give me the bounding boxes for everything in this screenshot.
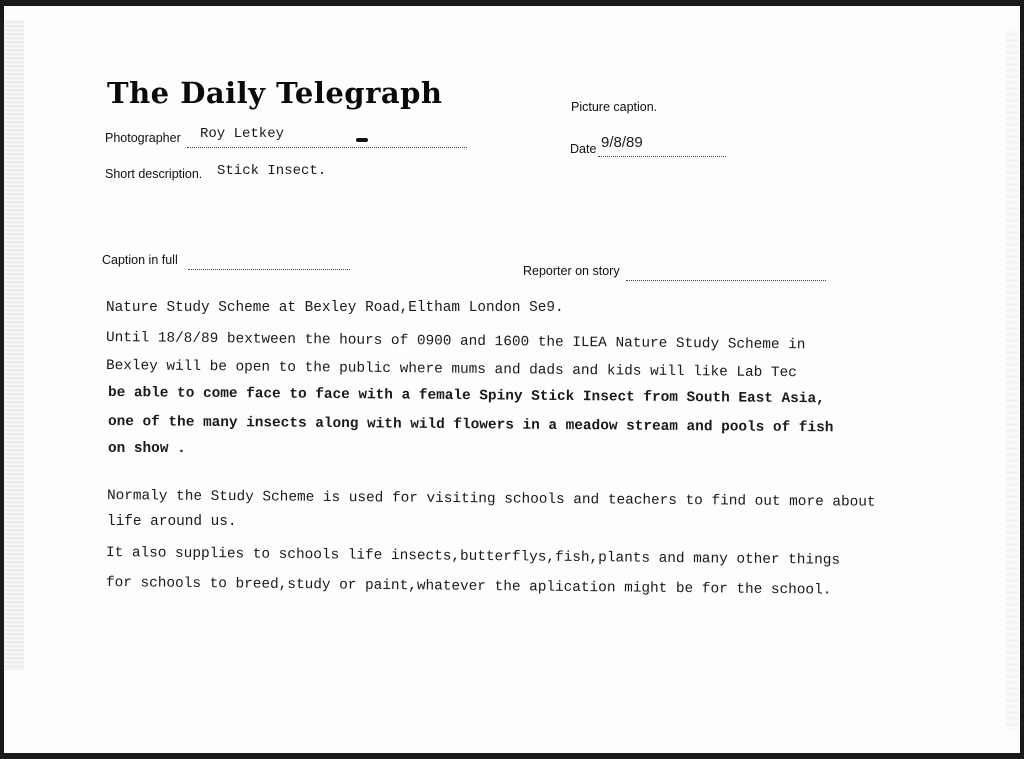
body-line: for schools to breed,study or paint,whatever the aplication might be for the school.	[105, 575, 832, 599]
picture-caption-label: Picture caption.	[571, 100, 658, 114]
body-line: be able to come face to face with a female Spiny Stick Insect from South East Asia,	[107, 385, 825, 408]
date-dotted-line	[598, 156, 726, 157]
masthead: The Daily Telegraph	[107, 76, 443, 110]
body-line: It also supplies to schools life insects,butterflys,fish,plants and many other things	[105, 545, 841, 569]
caption-dotted-line	[188, 269, 350, 270]
body-line: Bexley will be open to the public where mums and dads and kids will like Lab Tec	[105, 358, 797, 382]
scan-edge-right	[1006, 30, 1018, 730]
date-label: Date	[570, 142, 597, 156]
caption-in-full-label: Caption in full	[102, 253, 178, 267]
photographer-value: Roy Letkey	[200, 126, 285, 142]
photographer-label: Photographer	[105, 131, 181, 145]
body-line: Nature Study Scheme at Bexley Road,Eltham London Se9.	[106, 300, 564, 316]
body-line: Normaly the Study Scheme is used for visiting schools and teachers to find out more about	[106, 488, 876, 511]
body-line: Until 18/8/89 bextween the hours of 0900 and 1600 the ILEA Nature Study Scheme in	[105, 330, 806, 354]
scan-edge-left	[4, 20, 24, 670]
body-line: on show .	[108, 441, 186, 457]
body-line: one of the many insects along with wild flowers in a meadow stream and pools of fish	[107, 414, 834, 437]
short-description-value: Stick Insect.	[217, 163, 327, 179]
caption-sheet	[4, 6, 1020, 753]
date-value: 9/8/89	[601, 134, 643, 151]
short-description-label: Short description.	[105, 167, 203, 181]
pen-mark	[356, 138, 368, 142]
reporter-label: Reporter on story	[523, 264, 620, 278]
body-line: life around us.	[107, 514, 237, 530]
reporter-dotted-line	[626, 280, 826, 281]
photographer-dotted-line	[187, 147, 467, 148]
